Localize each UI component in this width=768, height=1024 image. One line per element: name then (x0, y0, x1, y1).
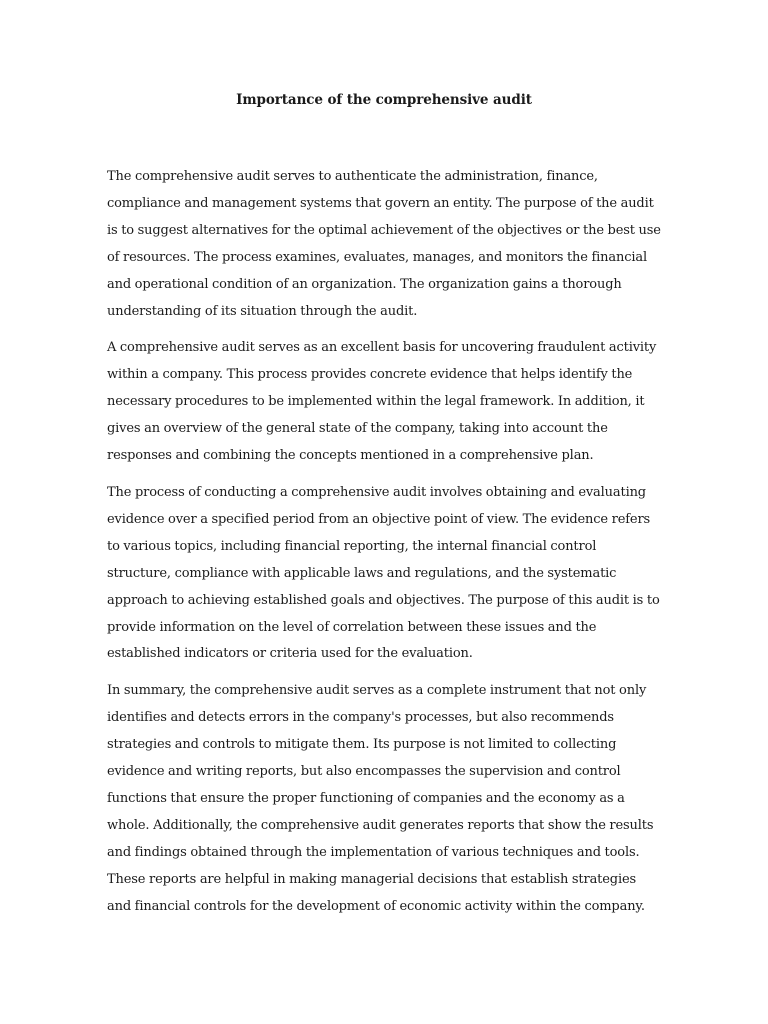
document-body (107, 164, 663, 930)
paragraph-4: In summary, the comprehensive audit serves as a complete instrument that not only identifies and detects errors in the company's processes, but also recommends strategies and controls to mitigate them. Its purpose is not limited to collecting evidence and writing reports, but also encompasses the supervision and control functions that ensure the proper functioning of companies and the economy as a whole. Additionally, the comprehensive audit generates reports that show the results and findings obtained through the implementation of various techniques and tools. These reports are helpful in making managerial decisions that establish strategies and financial controls for the development of economic activity within the company. (107, 683, 654, 914)
paragraph-1: The comprehensive audit serves to authenticate the administration, finance, compliance and management systems that govern an entity. The purpose of the audit is to suggest alternatives for the optimal achievement of the objectives or the best use of resources. The process examines, evaluates, manages, and monitors the financial and operational condition of an organization. The organization gains a thorough understanding of its situation through the audit. (107, 169, 661, 319)
document-title: Importance of the comprehensive audit (236, 92, 532, 108)
paragraph-3: The process of conducting a comprehensive audit involves obtaining and evaluating evidence over a specified period from an objective point of view. The evidence refers to various topics, including financial reporting, the internal financial control structure, compliance with applicable laws and regulations, and the systematic approach to achieving established goals and objectives. The purpose of this audit is to provide information on the level of correlation between these issues and the established indicators or criteria used for the evaluation. (107, 484, 660, 662)
paragraph-2: A comprehensive audit serves as an excellent basis for uncovering fraudulent activity within a company. This process provides concrete evidence that helps identify the necessary procedures to be implemented within the legal framework. In addition, it gives an overview of the general state of the company, taking into account the responses and combining the concepts mentioned in a comprehensive plan. (107, 340, 657, 464)
